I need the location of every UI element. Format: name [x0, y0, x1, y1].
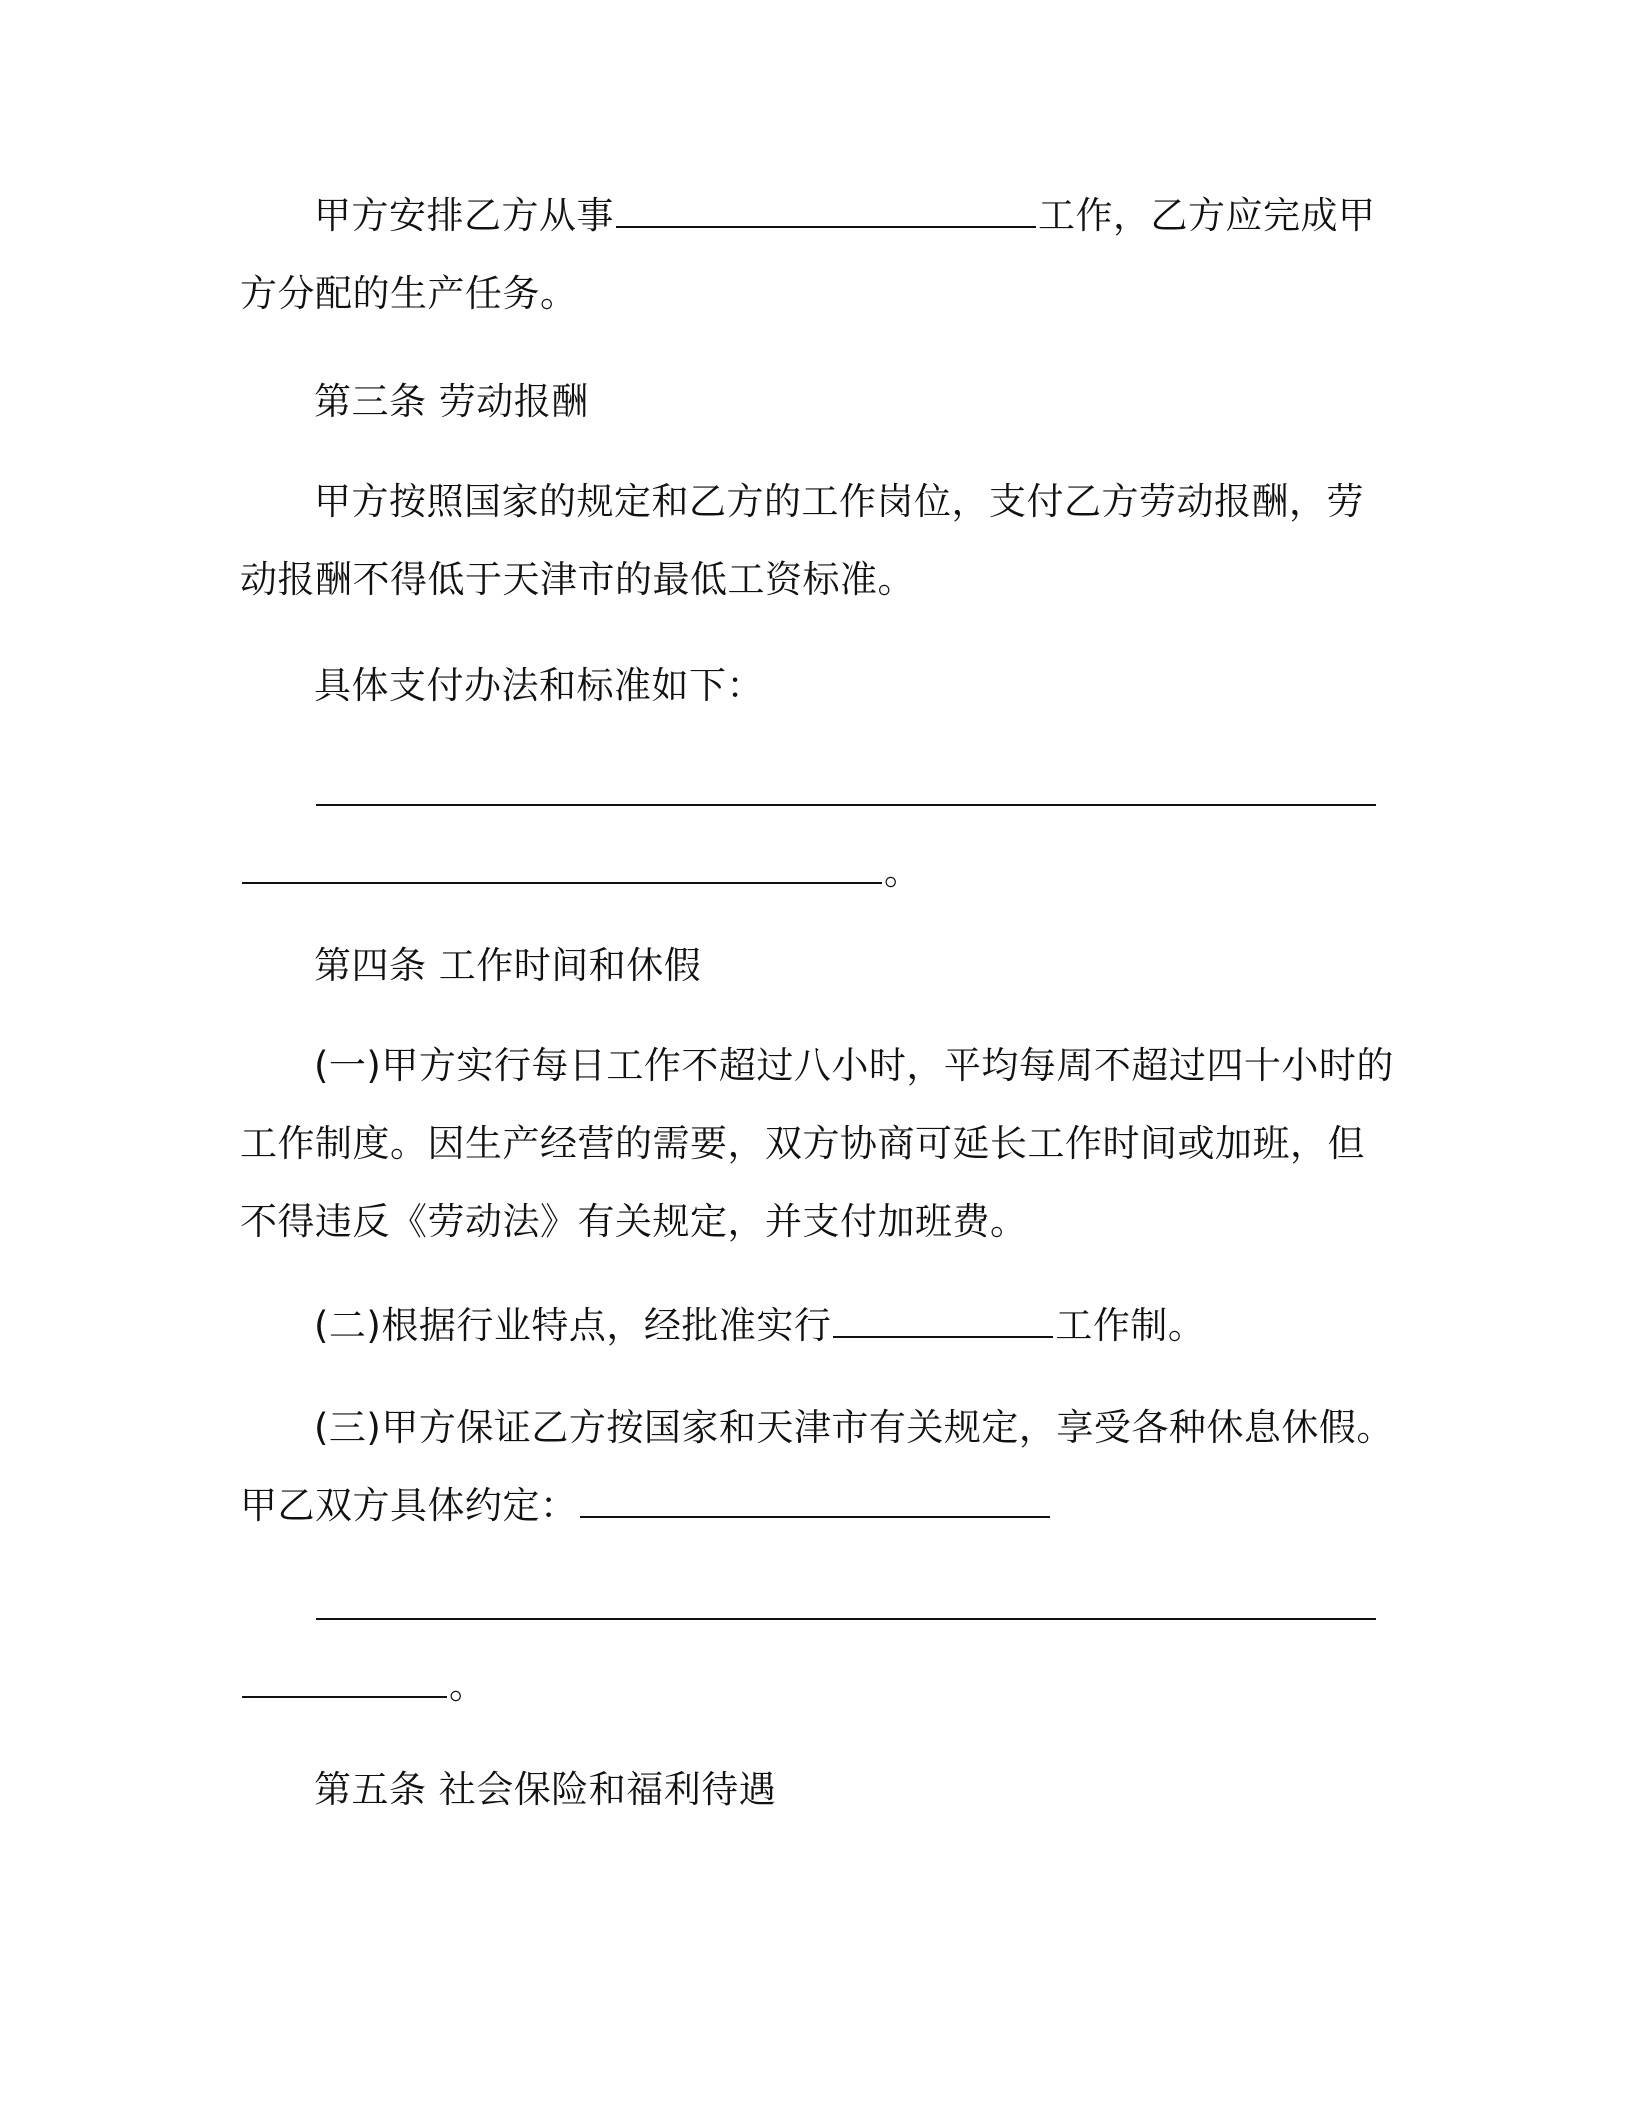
fill-in-blank-payment-1[interactable] — [316, 774, 1376, 806]
fill-in-blank-agreement-2[interactable] — [316, 1588, 1376, 1620]
text-segment: 工作制度。因生产经营的需要，双方协商可延长工作时间或加班，但 — [240, 1122, 1365, 1165]
article-5-heading — [240, 1760, 1454, 1820]
paragraph-remuneration-line1 — [240, 472, 1454, 532]
fill-in-blank-agreement-3[interactable] — [242, 1666, 447, 1698]
text-segment: 工作制。 — [1055, 1304, 1206, 1347]
agreement-blank-line2 — [240, 1656, 1380, 1716]
text-segment: 不得违反《劳动法》有关规定，并支付加班费。 — [240, 1200, 1028, 1243]
text-segment: 甲方安排乙方从事 — [314, 194, 614, 237]
text-segment: 甲方按照国家的规定和乙方的工作岗位，支付乙方劳动报酬，劳 — [314, 480, 1364, 523]
paragraph-hours-line1 — [240, 1036, 1454, 1096]
paragraph-hours-line2 — [240, 1114, 1380, 1174]
paragraph-rest-line1 — [240, 1398, 1454, 1458]
payment-blank-line1 — [240, 764, 1454, 824]
paragraph-rest-line2 — [240, 1476, 1380, 1536]
paragraph-hours-line3 — [240, 1192, 1380, 1252]
heading-text: 第四条 工作时间和休假 — [314, 944, 702, 987]
paragraph-remuneration-line2 — [240, 550, 1380, 610]
text-segment: (一)甲方实行每日工作不超过八小时，平均每周不超过四十小时的 — [314, 1044, 1394, 1087]
fill-in-blank-job[interactable] — [616, 196, 1036, 228]
payment-blank-line2 — [240, 842, 1380, 902]
agreement-blank-line1 — [240, 1578, 1454, 1638]
text-segment: 方分配的生产任务。 — [240, 272, 578, 315]
text-segment: 。 — [449, 1664, 487, 1707]
fill-in-blank-agreement-1[interactable] — [580, 1486, 1050, 1518]
paragraph-work-system — [240, 1296, 1454, 1356]
text-segment: 甲乙双方具体约定： — [240, 1484, 578, 1527]
paragraph-work-assignment-line2 — [240, 264, 1380, 324]
text-segment: 具体支付办法和标准如下： — [314, 664, 764, 707]
paragraph-work-assignment-line1 — [240, 186, 1454, 246]
heading-text: 第五条 社会保险和福利待遇 — [314, 1768, 777, 1811]
fill-in-blank-payment-2[interactable] — [242, 852, 882, 884]
article-4-heading — [240, 936, 1454, 996]
text-segment: (三)甲方保证乙方按国家和天津市有关规定，享受各种休息休假。 — [314, 1406, 1394, 1449]
text-segment: 动报酬不得低于天津市的最低工资标准。 — [240, 558, 915, 601]
text-segment: (二)根据行业特点，经批准实行 — [314, 1304, 832, 1347]
text-segment: 。 — [884, 850, 922, 893]
heading-text: 第三条 劳动报酬 — [314, 380, 589, 423]
text-segment: 工作，乙方应完成甲 — [1038, 194, 1376, 237]
fill-in-blank-work-system[interactable] — [833, 1306, 1053, 1338]
article-3-heading — [240, 372, 1454, 432]
paragraph-payment-method — [240, 656, 1454, 716]
